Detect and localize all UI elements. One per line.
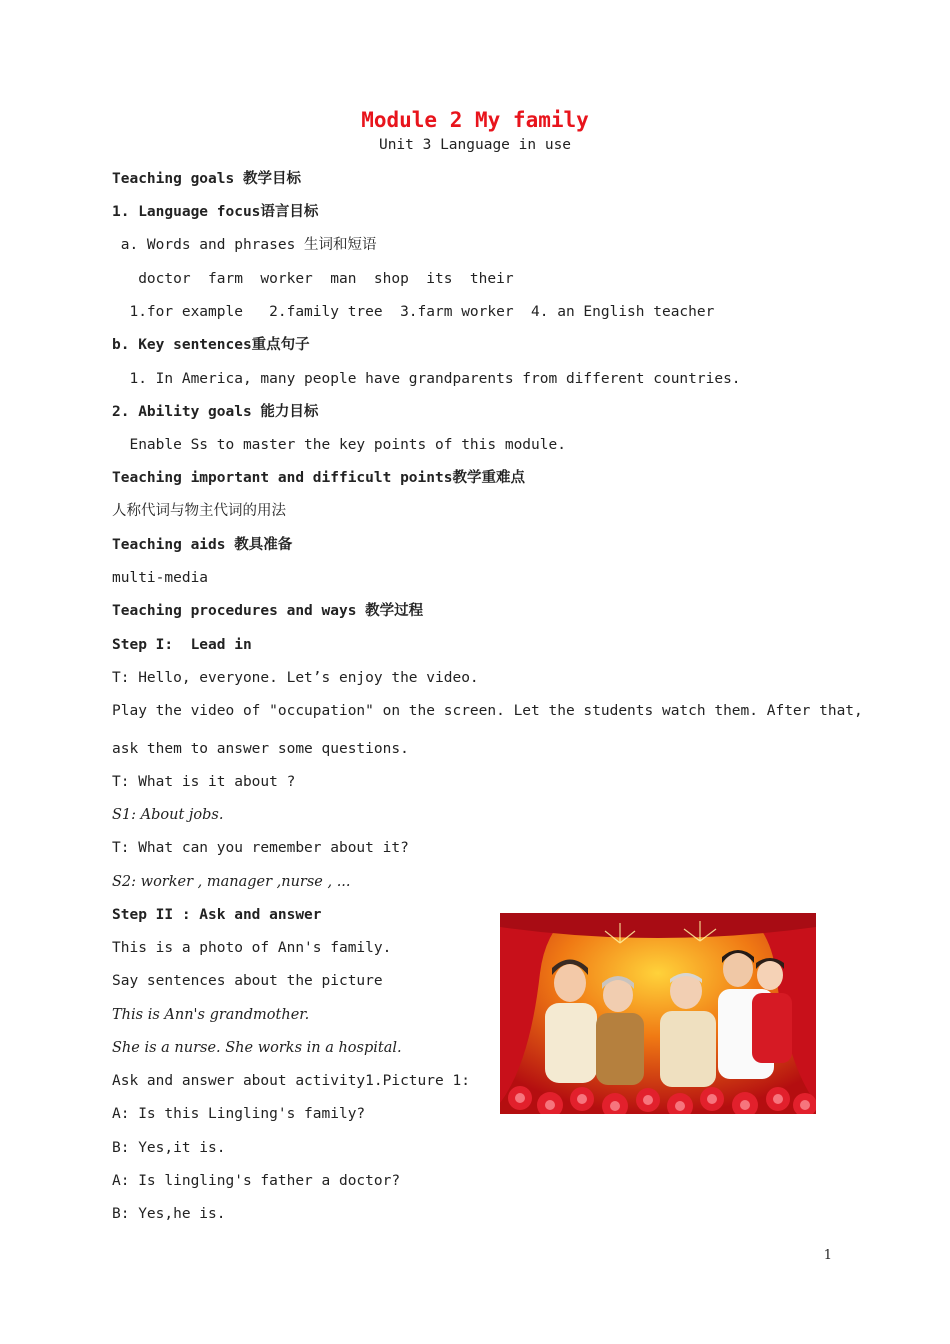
student-answer-2: S2: worker , manager ,nurse , ...	[112, 874, 351, 890]
ask-them-line: ask them to answer some questions.	[112, 741, 409, 757]
teaching-aids-text: multi-media	[112, 570, 209, 586]
teacher-question-2: T: What can you remember about it?	[112, 840, 409, 856]
language-focus-heading: 1. Language focus语言目标	[112, 204, 319, 220]
module-title: Module 2 My family	[361, 108, 589, 132]
dialogue-b1: B: Yes,it is.	[112, 1140, 226, 1156]
activity-instruction: Ask and answer about activity1.Picture 1:	[112, 1073, 470, 1089]
procedures-heading: Teaching procedures and ways 教学过程	[112, 603, 424, 619]
teaching-aids-heading: Teaching aids 教具准备	[112, 537, 293, 553]
play-video-line: Play the video of "occupation" on the screen. Let the students watch them. After that,	[112, 703, 863, 719]
important-points-text: 人称代词与物主代词的用法	[112, 503, 286, 519]
phrases-list: 1.for example 2.family tree 3.farm worker 4. an English teacher	[112, 304, 715, 320]
unit-subtitle: Unit 3 Language in use	[378, 137, 572, 153]
page-number: 1	[823, 1248, 832, 1263]
teacher-hello-line: T: Hello, everyone. Let’s enjoy the video.	[112, 670, 479, 686]
dialogue-a2: A: Is lingling's father a doctor?	[112, 1173, 401, 1189]
key-sentences-heading: b. Key sentences重点句子	[112, 337, 310, 353]
student-answer-1: S1: About jobs.	[112, 807, 224, 823]
example-grandmother: This is Ann's grandmother.	[112, 1007, 310, 1023]
words-heading: a. Words and phrases 生词和短语	[112, 237, 377, 253]
goals-heading: Teaching goals 教学目标	[112, 171, 301, 187]
step1-heading: Step I: Lead in	[112, 637, 252, 653]
ability-goals-heading: 2. Ability goals 能力目标	[112, 404, 319, 420]
important-points-heading: Teaching important and difficult points教学重难点	[112, 470, 525, 486]
words-list: doctor farm worker man shop its their	[112, 271, 514, 287]
photo-description: This is a photo of Ann's family.	[112, 940, 392, 956]
say-sentences-line: Say sentences about the picture	[112, 973, 383, 989]
family-photo	[500, 913, 816, 1114]
dialogue-b2: B: Yes,he is.	[112, 1206, 226, 1222]
example-nurse: She is a nurse. She works in a hospital.	[112, 1040, 402, 1056]
dialogue-a1: A: Is this Lingling's family?	[112, 1106, 366, 1122]
teacher-question-1: T: What is it about ?	[112, 774, 296, 790]
step2-heading: Step II : Ask and answer	[112, 907, 322, 923]
key-sentence-1: 1. In America, many people have grandparents from different countries.	[112, 371, 741, 387]
ability-text: Enable Ss to master the key points of this module.	[112, 437, 566, 453]
